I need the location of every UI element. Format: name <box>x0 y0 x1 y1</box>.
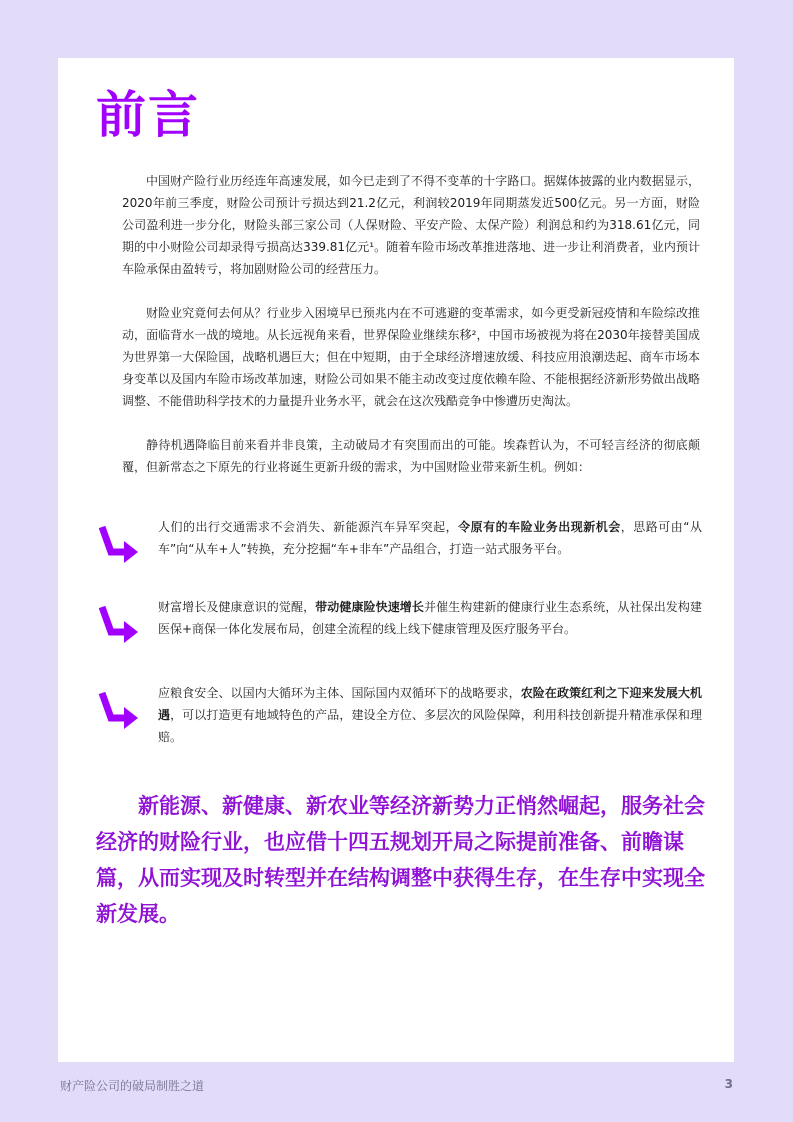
pull-quote: 新能源、新健康、新农业等经济新势力正悄然崛起，服务社会经济的财险行业，也应借十四五规划开局之际提前准备、前瞻谋篇，从而实现及时转型并在结构调整中获得生存，在生存中实现全新发展。 <box>96 794 705 926</box>
point-text-lead: 财富增长及健康意识的觉醒， <box>158 600 316 614</box>
arrow-down-right-icon <box>98 688 146 730</box>
paragraph-3: 静待机遇降临目前来看并非良策，主动破局才有突围而出的可能。埃森哲认为，不可轻言经济的彻底颠覆，但新常态之下原先的行业将诞生更新升级的需求，为中国财险业带来新生机。例如： <box>122 438 700 474</box>
point-text-lead: 人们的出行交通需求不会消失、新能源汽车异军突起， <box>158 520 459 534</box>
paragraph-1: 中国财产险行业历经连年高速发展，如今已走到了不得不变革的十字路口。据媒体披露的业内数据显示，2020年前三季度，财险公司预计亏损达到21.2亿元，利润较2019年同期蒸发近500亿元。另一方面，财险公司盈利进一步分化，财险头部三家公司（人保财险、平安产险、太保产险）利润总和约为318.61亿元，同期的中小财险公司却录得亏损高达339.81亿元¹。随着车险市场改革推进落地、进一步让利消费者，业内预计车险承保由盈转亏，将加剧财险公司的经营压力。 <box>122 174 700 276</box>
point-auto <box>98 516 702 586</box>
point-text <box>158 516 702 560</box>
point-text-lead: 应粮食安全、以国内大循环为主体、国际国内双循环下的战略要求， <box>158 686 521 700</box>
paragraph-2: 财险业究竟何去何从？行业步入困境早已预兆内在不可逃避的变革需求，如今更受新冠疫情和车险综改推动，面临背水一战的境地。从长远视角来看，世界保险业继续东移²，中国市场被视为将在2030年接替美国成为世界第一大保险国，战略机遇巨大；但在中短期，由于全球经济增速放缓、科技应用浪潮迭起、商车市场本身变革以及国内车险市场改革加速，财险公司如果不能主动改变过度依赖车险、不能根据经济新形势做出战略调整、不能借助科学技术的力量提升业务水平，就会在这次残酷竞争中惨遭历史淘汰。 <box>122 306 700 408</box>
arrow-down-right-icon <box>98 522 146 564</box>
page <box>58 58 734 1062</box>
page-number: 3 <box>724 1077 733 1091</box>
point-agriculture <box>98 682 702 752</box>
point-highlight: 带动健康险快速增长 <box>315 600 424 614</box>
point-highlight: 农险在政策红利之下迎来发展大机遇 <box>158 686 702 722</box>
point-health <box>98 596 702 666</box>
arrow-down-right-icon <box>98 602 146 644</box>
point-text <box>158 596 702 640</box>
point-highlight: 令原有的车险业务出现新机会 <box>458 520 621 534</box>
point-text-rest: ，可以打造更有地域特色的产品，建设全方位、多层次的风险保障，利用科技创新提升精准承保和理赔。 <box>158 708 702 744</box>
intro-text <box>122 170 700 500</box>
point-text <box>158 682 702 748</box>
page-title: 前言 <box>96 86 200 144</box>
point-text-rest: ，思路可由“从车”向“从车+人”转换，充分挖掘“车+非车”产品组合，打造一站式服务平台。 <box>158 520 702 556</box>
point-text-rest: 并催生构建新的健康行业生态系统，从社保出发构建医保+商保一体化发展布局，创建全流程的线上线下健康管理及医疗服务平台。 <box>158 600 702 636</box>
footer-title: 财产险公司的破局制胜之道 <box>60 1079 205 1093</box>
